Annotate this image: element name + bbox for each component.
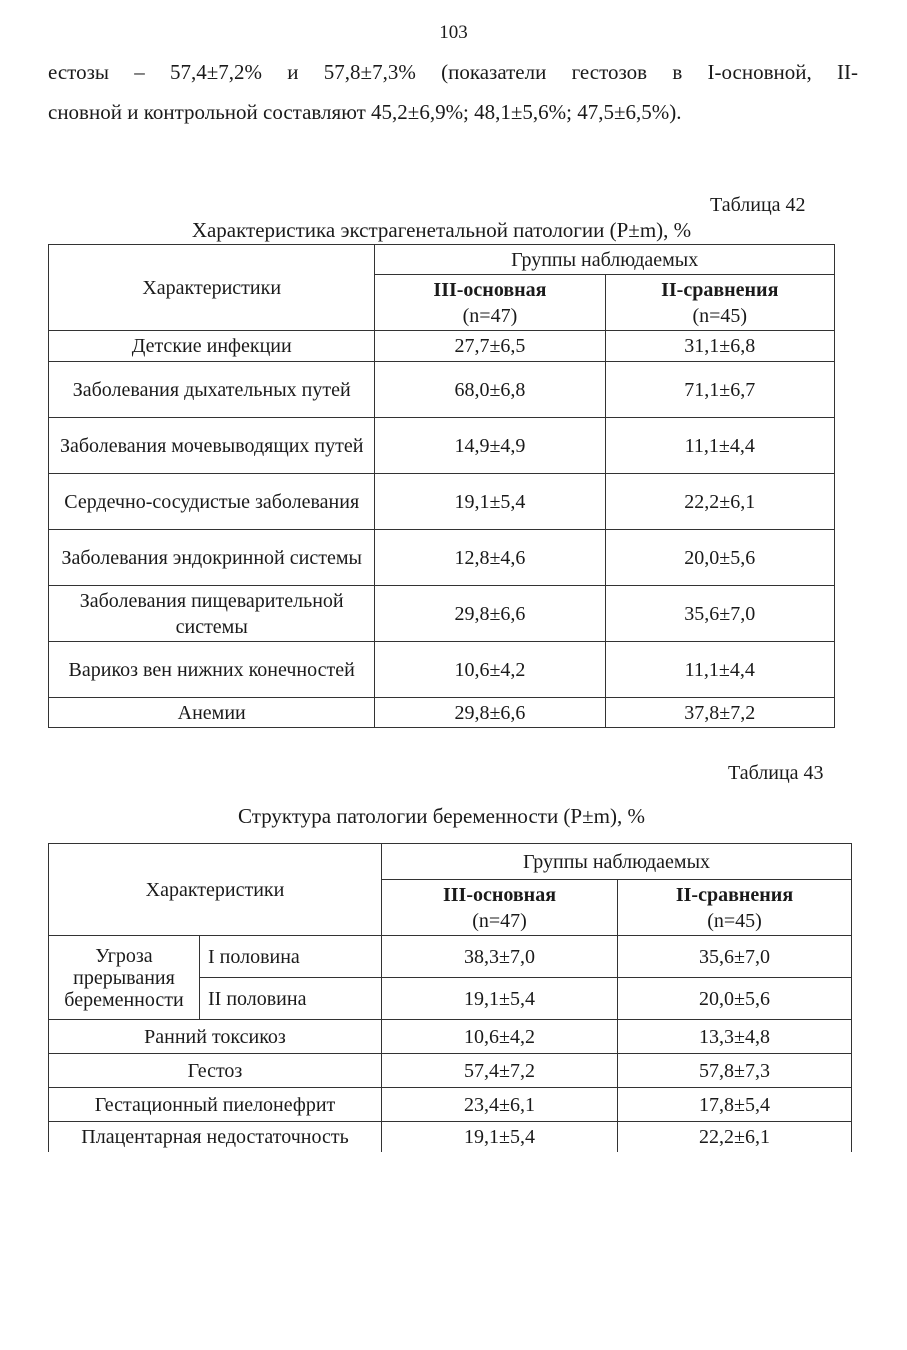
table-43-title: Структура патологии беременности (P±m), % (238, 804, 645, 828)
header-groups: Группы наблюдаемых (382, 844, 852, 880)
row-label: Заболевания пищеварительной системы (49, 586, 375, 642)
group-1-name: III-основная (442, 883, 557, 906)
table-row (49, 362, 835, 418)
table-row (49, 1088, 852, 1122)
header-group-2 (618, 880, 852, 936)
row-value-g1: 27,7±6,5 (375, 331, 605, 362)
group-1-n: (n=47) (472, 909, 527, 932)
row-value-g2: 35,6±7,0 (605, 586, 834, 642)
row-label: Варикоз вен нижних конечностей (49, 642, 375, 698)
row-value-g1: 23,4±6,1 (382, 1088, 618, 1122)
row-label: Анемии (49, 698, 375, 728)
row-value-g2: 17,8±5,4 (618, 1088, 852, 1122)
paragraph-line-2: сновной и контрольной составляют 45,2±6,9%; 48,1±5,6%; 47,5±6,5%). (48, 100, 682, 124)
threat-label: Угроза прерывания беременности (49, 936, 200, 1020)
row-value-g1: 19,1±5,4 (382, 978, 618, 1020)
half-label: I половина (200, 936, 382, 978)
group-2-n: (n=45) (692, 304, 748, 327)
table-row (49, 530, 835, 586)
row-value-g1: 10,6±4,2 (375, 642, 605, 698)
row-label: Сердечно-сосудистые заболевания (49, 474, 375, 530)
row-value-g1: 29,8±6,6 (375, 698, 605, 728)
row-label: Заболевания мочевыводящих путей (49, 418, 375, 474)
row-value-g1: 29,8±6,6 (375, 586, 605, 642)
group-2-n: (n=45) (707, 909, 762, 932)
table-row (49, 418, 835, 474)
row-value-g1: 12,8±4,6 (375, 530, 605, 586)
table-42 (48, 244, 835, 728)
row-value-g1: 14,9±4,9 (375, 418, 605, 474)
row-value-g2: 11,1±4,4 (605, 418, 834, 474)
row-value-g1: 57,4±7,2 (382, 1054, 618, 1088)
table-row (49, 698, 835, 728)
row-label: Заболевания дыхательных путей (49, 362, 375, 418)
row-value-g2: 31,1±6,8 (605, 331, 834, 362)
half-label: II половина (200, 978, 382, 1020)
row-value-g2: 22,2±6,1 (605, 474, 834, 530)
row-value-g2: 71,1±6,7 (605, 362, 834, 418)
table-row (49, 474, 835, 530)
table-row (49, 1054, 852, 1088)
row-value-g2: 22,2±6,1 (618, 1122, 852, 1152)
row-value-g2: 20,0±5,6 (618, 978, 852, 1020)
group-2-name: II-сравнения (675, 883, 794, 906)
row-label: Гестационный пиелонефрит (49, 1088, 382, 1122)
row-value-g2: 37,8±7,2 (605, 698, 834, 728)
row-value-g1: 19,1±5,4 (382, 1122, 618, 1152)
table-row (49, 1020, 852, 1054)
row-label: Заболевания эндокринной системы (49, 530, 375, 586)
table-row (49, 936, 852, 978)
header-group-1 (382, 880, 618, 936)
paragraph-line-1: естозы – 57,4±7,2% и 57,8±7,3% (показатели гестозов в I-основной, II- (48, 60, 858, 84)
row-label: Детские инфекции (49, 331, 375, 362)
body-paragraph (48, 52, 858, 132)
row-value-g2: 11,1±4,4 (605, 642, 834, 698)
row-value-g1: 19,1±5,4 (375, 474, 605, 530)
group-2-name: II-сравнения (661, 278, 779, 301)
row-value-g2: 57,8±7,3 (618, 1054, 852, 1088)
row-value-g2: 35,6±7,0 (618, 936, 852, 978)
table-42-title: Характеристика экстрагенетальной патологии (P±m), % (191, 218, 692, 242)
row-value-g2: 13,3±4,8 (618, 1020, 852, 1054)
header-characteristics: Характеристики (49, 844, 382, 936)
table-row (49, 642, 835, 698)
table-43 (48, 843, 852, 1152)
header-characteristics: Характеристики (49, 245, 375, 331)
group-1-name: III-основная (433, 278, 547, 301)
row-value-g1: 38,3±7,0 (382, 936, 618, 978)
header-group-2 (605, 275, 834, 331)
table-row (49, 1122, 852, 1152)
table-row (49, 331, 835, 362)
table-42-number: Таблица 42 (710, 194, 806, 216)
header-group-1 (375, 275, 605, 331)
table-43-number: Таблица 43 (728, 762, 824, 784)
row-label: Ранний токсикоз (49, 1020, 382, 1054)
row-value-g1: 10,6±4,2 (382, 1020, 618, 1054)
group-1-n: (n=47) (462, 304, 518, 327)
row-label: Плацентарная недостаточность (49, 1122, 382, 1152)
row-value-g2: 20,0±5,6 (605, 530, 834, 586)
row-label: Гестоз (49, 1054, 382, 1088)
table-row (49, 586, 835, 642)
row-value-g1: 68,0±6,8 (375, 362, 605, 418)
page-number: 103 (439, 22, 468, 43)
header-groups: Группы наблюдаемых (375, 245, 835, 275)
